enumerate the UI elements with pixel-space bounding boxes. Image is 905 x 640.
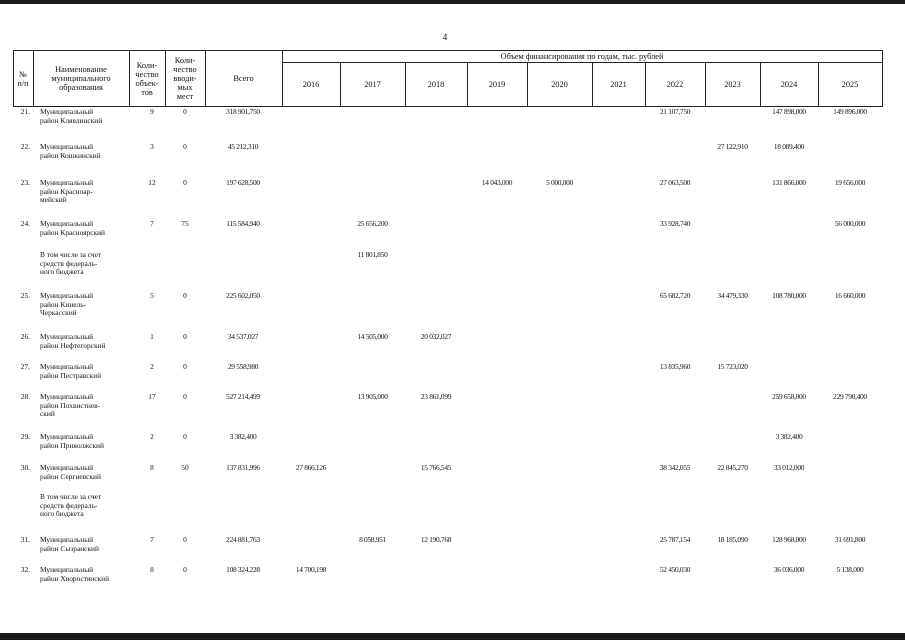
scan-top-border (0, 0, 905, 4)
places-count: 0 (183, 332, 187, 341)
header-year-2021: 2021 (610, 80, 627, 89)
year-amount-2024: 33 012,000 (773, 463, 805, 472)
header-year-2020: 2020 (551, 80, 568, 89)
municipality-name: Муниципальный район Пестравский (40, 362, 102, 380)
objects-count: 3 (150, 142, 154, 151)
municipality-name: Муниципальный район Приволжский (40, 432, 104, 450)
year-amount-2016: 27 866,126 (295, 463, 327, 472)
row-number: 32. (20, 565, 30, 574)
municipality-name: Муниципальный район Красноар- мейский (40, 178, 94, 205)
year-amount-2022: 21 107,750 (659, 107, 691, 116)
total-amount: 3 382,400 (229, 432, 257, 441)
header-year-2019: 2019 (488, 80, 506, 89)
total-amount: 197 628,500 (226, 178, 260, 187)
header-total: Всего (233, 74, 254, 83)
year-amount-2017: 14 505,000 (357, 332, 388, 341)
objects-count: 9 (150, 107, 154, 116)
year-amount-2022: 38 342,055 (659, 463, 691, 472)
places-count: 0 (183, 392, 187, 401)
municipality-name: Муниципальный район Хворостянский (40, 565, 110, 583)
total-amount: 225 602,050 (226, 291, 260, 300)
objects-count: 2 (150, 362, 154, 371)
year-amount-2025: 19 656,000 (834, 178, 866, 187)
year-amount-2023: 34 479,330 (717, 291, 748, 300)
total-amount: 45 212,310 (227, 142, 259, 151)
year-amount-2023: 27 122,910 (717, 142, 748, 151)
year-amount-2024: 147 898,000 (772, 107, 806, 116)
places-count: 0 (183, 107, 187, 116)
places-count: 50 (181, 463, 189, 472)
header-year-2024: 2024 (780, 80, 798, 89)
year-amount-2019: 14 043,000 (481, 178, 513, 187)
row-number: 29. (20, 432, 30, 441)
row-number: 21. (20, 107, 30, 116)
year-amount-2024: 108 780,000 (772, 291, 806, 300)
year-amount-2022: 25 787,154 (659, 535, 691, 544)
year-amount-2017: 13 905,000 (357, 392, 388, 401)
row-number: 31. (20, 535, 30, 544)
total-amount: 318 901,750 (226, 107, 260, 116)
year-amount-2018: 15 766,545 (420, 463, 452, 472)
municipality-name: Муниципальный район Похвистнев- ский (40, 392, 101, 419)
places-count: 0 (183, 565, 187, 574)
municipality-name: Муниципальный район Кинель- Черкасский (40, 291, 94, 318)
municipality-name: Муниципальный район Сызранский (40, 535, 99, 553)
page-number: 4 (442, 32, 448, 42)
places-count: 0 (183, 362, 187, 371)
places-count: 0 (183, 178, 187, 187)
year-amount-2023: 18 185,090 (717, 535, 748, 544)
places-count: 0 (183, 291, 187, 300)
year-amount-2017: 11 801,850 (357, 250, 388, 259)
row-number: 28. (20, 392, 30, 401)
year-amount-2024: 18 089,400 (773, 142, 805, 151)
year-amount-2023: 15 723,020 (717, 362, 748, 371)
year-amount-2025: 5 138,000 (836, 565, 864, 574)
objects-count: 7 (150, 219, 154, 228)
objects-count: 12 (148, 178, 156, 187)
header-bottom-rule (13, 106, 882, 107)
header-municipality: Наименование муниципального образования (51, 65, 111, 92)
year-amount-2018: 12 190,768 (420, 535, 452, 544)
year-amount-2024: 131 866,000 (772, 178, 806, 187)
year-amount-2023: 22 845,270 (717, 463, 748, 472)
year-amount-2016: 14 700,198 (295, 565, 327, 574)
objects-count: 7 (150, 535, 154, 544)
year-amount-2022: 65 682,720 (659, 291, 691, 300)
municipality-name: Муниципальный район Красноярский (40, 219, 105, 237)
year-amount-2025: 31 691,800 (834, 535, 866, 544)
row-number: 27. (20, 362, 30, 371)
municipality-name: В том числе за счет средств федераль- ного бюджета (40, 492, 102, 519)
year-amount-2022: 27 063,500 (659, 178, 691, 187)
objects-count: 5 (150, 291, 154, 300)
header-year-2016: 2016 (302, 80, 320, 89)
row-number: 22. (20, 142, 30, 151)
year-amount-2025: 56 000,000 (834, 219, 866, 228)
year-amount-2022: 52 450,030 (659, 565, 691, 574)
year-amount-2025: 229 790,400 (833, 392, 867, 401)
header-places-count: Коли- чество вводи- мых мест (173, 56, 197, 101)
total-amount: 527 214,499 (226, 392, 260, 401)
header-year-2022: 2022 (666, 80, 684, 89)
header-year-2023: 2023 (724, 80, 741, 89)
objects-count: 17 (148, 392, 156, 401)
municipality-name: Муниципальный район Кошкинский (40, 142, 101, 160)
places-count: 0 (183, 535, 187, 544)
year-amount-2022: 13 835,960 (659, 362, 691, 371)
year-amount-2024: 3 382,400 (775, 432, 803, 441)
row-number: 23. (20, 178, 30, 187)
year-amount-2017: 25 656,200 (357, 219, 388, 228)
objects-count: 2 (150, 432, 154, 441)
municipality-name: Муниципальный район Клявлинский (40, 107, 103, 125)
row-number: 24. (20, 219, 30, 228)
year-amount-2024: 128 968,000 (772, 535, 806, 544)
row-number: 26. (20, 332, 30, 341)
places-count: 75 (181, 219, 189, 228)
total-amount: 137 831,996 (226, 463, 260, 472)
header-objects-count: Коли- чество объек- тов (135, 60, 159, 97)
header-year-2017: 2017 (364, 80, 381, 89)
places-count: 0 (183, 142, 187, 151)
places-count: 0 (183, 432, 187, 441)
year-amount-2018: 20 032,027 (420, 332, 452, 341)
year-amount-2024: 36 036,000 (773, 565, 805, 574)
year-amount-2022: 33 928,740 (659, 219, 691, 228)
total-amount: 34 537,027 (227, 332, 259, 341)
header-year-2025: 2025 (841, 80, 859, 89)
municipality-name: Муниципальный район Нефтегорский (40, 332, 106, 350)
scan-bottom-border (0, 633, 905, 640)
year-amount-2025: 16 660,000 (834, 291, 866, 300)
total-amount: 115 584,940 (226, 219, 260, 228)
year-amount-2020: 5 000,000 (546, 178, 573, 187)
header-financing-group: Объем финансирования по годам, тыс. рублей (500, 52, 664, 61)
municipality-name: В том числе за счет средств федераль- ного бюджета (40, 250, 102, 277)
objects-count: 8 (150, 565, 154, 574)
year-amount-2018: 23 861,099 (420, 392, 452, 401)
row-number: 30. (20, 463, 30, 472)
year-amount-2025: 149 896,000 (833, 107, 867, 116)
header-number: № п/п (17, 69, 29, 88)
municipality-name: Муниципальный район Сергиевский (40, 463, 101, 481)
total-amount: 108 324,228 (226, 565, 260, 574)
row-number: 25. (20, 291, 30, 300)
header-year-2018: 2018 (427, 80, 445, 89)
objects-count: 8 (150, 463, 154, 472)
objects-count: 1 (150, 332, 154, 341)
total-amount: 29 558,980 (227, 362, 259, 371)
header-column-rule (882, 50, 883, 107)
total-amount: 224 881,763 (226, 535, 260, 544)
year-amount-2024: 259 658,000 (772, 392, 806, 401)
year-amount-2017: 8 058,951 (359, 535, 386, 544)
